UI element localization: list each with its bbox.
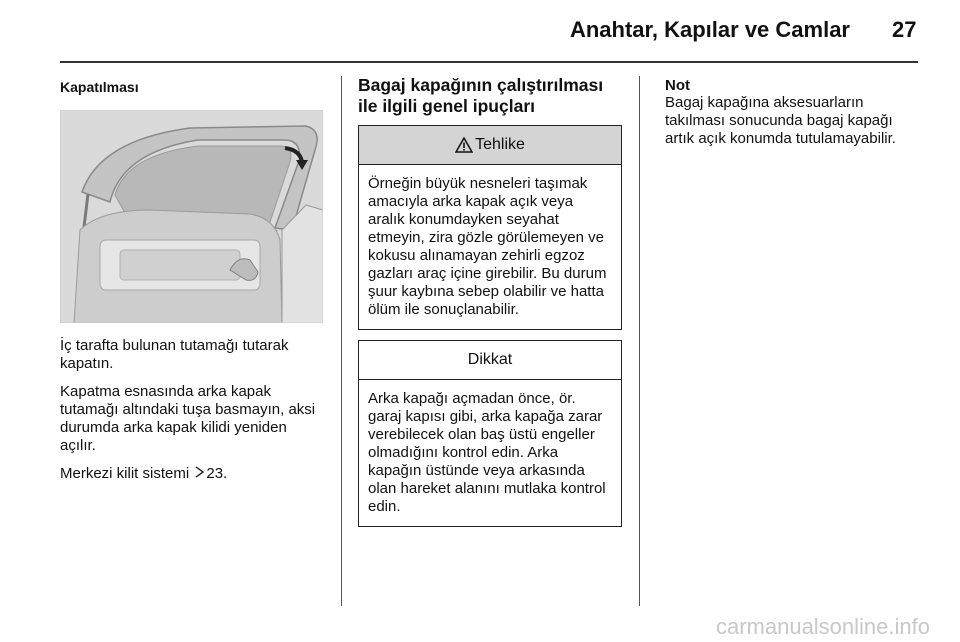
danger-header [359,126,621,165]
section-title: Bagaj kapağının çalıştırılması ile ilgili genel ipuçları [358,75,604,116]
right-column [665,77,925,148]
middle-column [358,75,622,537]
page-number: 27 [892,17,917,42]
cross-reference[interactable] [60,465,325,483]
note-text: Bagaj kapağına aksesuarların takılması sonucunda bagaj kapağı artık açık konumda tutulamayabilir. [665,94,896,147]
paragraph: İç tarafta bulunan tutamağı tutarak kapatın. [60,337,289,372]
cross-reference-arrow-icon [195,465,204,483]
column-divider [341,76,342,606]
page-header-title: Anahtar, Kapılar ve Camlar [569,17,850,42]
left-column [60,78,325,493]
caution-box [358,340,622,527]
tailgate-photo [60,110,323,323]
section-heading-closing: Kapatılması [60,79,139,95]
caution-header [359,341,621,380]
watermark: carmanualsonline.info [715,614,930,639]
note-label: Not [665,77,690,94]
column-divider [639,76,640,606]
danger-text: Örneğin büyük nesneleri taşımak amacıyla arka kapak açık veya aralık konumdayken seyahat etmeyin, zira gözle görülemeyen ve kokusu alınamayan zehirli egzoz gazları araç içine girebilir. Bu durum şuur kaybına sebep olabilir ve hatta ölüm ile sonuçlanabilir. [368,175,607,318]
cross-reference-page: 23. [206,465,228,482]
caution-text: Arka kapağı açmadan önce, ör. garaj kapısı gibi, arka kapağa zarar verebilecek olan baş üstü engeller olmadığını kontrol edin. Arka kapağın üstünde veya arkasında olan hareket alanını mutlaka kontrol edin. [368,390,606,515]
danger-box [358,125,622,330]
paragraph: Kapatma esnasında arka kapak tutamağı altındaki tuşa basmayın, aksi durumda arka kapak kilidi yeniden açılır. [60,383,316,454]
warning-triangle-icon [455,137,473,153]
cross-reference-text: Merkezi kilit sistemi [60,465,190,482]
header-rule [60,61,918,63]
danger-label: Tehlike [475,136,525,153]
caution-label: Dikkat [467,351,513,368]
